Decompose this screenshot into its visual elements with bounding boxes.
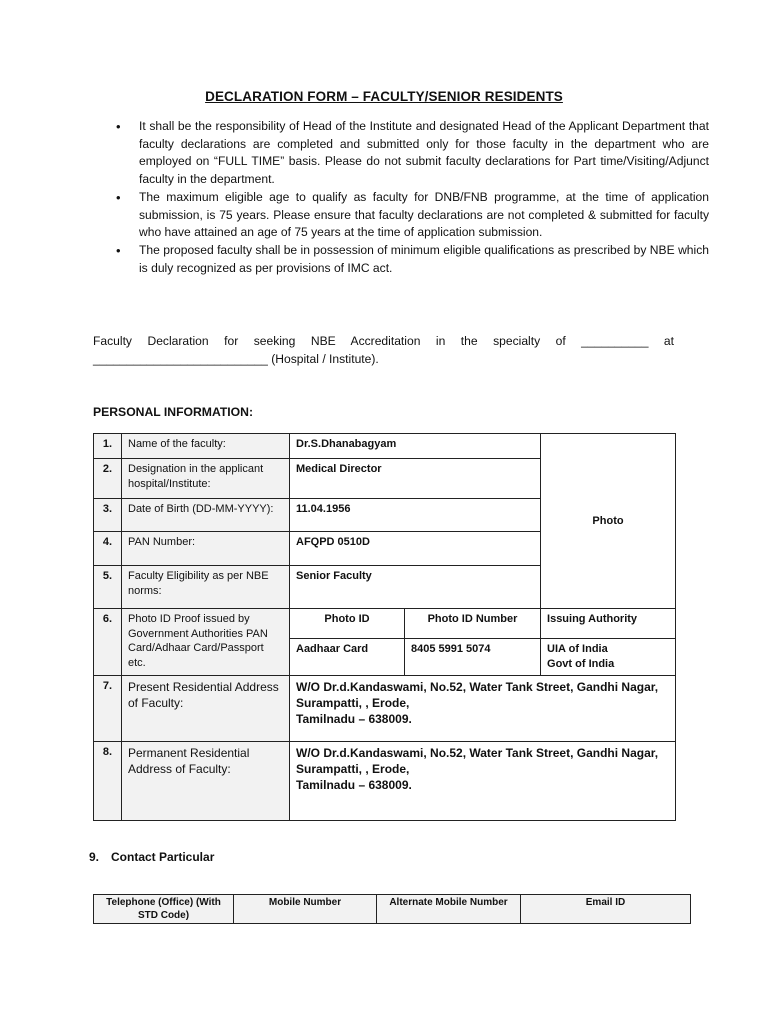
field-value-designation: Medical Director <box>290 459 541 499</box>
row-number: 3. <box>94 499 122 532</box>
photo-id-header: Photo ID <box>290 609 405 639</box>
row-number: 4. <box>94 532 122 566</box>
table-row <box>94 609 676 639</box>
photo-placeholder: Photo <box>541 434 676 609</box>
field-label-faculty-eligibility: Faculty Eligibility as per NBE norms: <box>122 566 290 609</box>
page-title: DECLARATION FORM – FACULTY/SENIOR RESIDENTS <box>205 89 563 104</box>
personal-information-heading: PERSONAL INFORMATION: <box>93 405 254 419</box>
table-row <box>94 676 676 742</box>
instruction-list <box>108 118 709 277</box>
photo-id-number-header: Photo ID Number <box>405 609 541 639</box>
contact-heading-text: Contact Particular <box>111 850 215 864</box>
photo-id-value: Aadhaar Card <box>290 639 405 676</box>
contact-particular-table <box>93 894 691 924</box>
row-number: 7. <box>94 676 122 742</box>
photo-id-number-value: 8405 5991 5074 <box>405 639 541 676</box>
field-label-date-of-birth: Date of Birth (DD-MM-YYYY): <box>122 499 290 532</box>
telephone-office-header: Telephone (Office) (With STD Code) <box>94 895 234 924</box>
row-number: 2. <box>94 459 122 499</box>
field-value-faculty-eligibility: Senior Faculty <box>290 566 541 609</box>
field-value-permanent-address: W/O Dr.d.Kandaswami, No.52, Water Tank Street, Gandhi Nagar, Surampatti, , Erode, Tamilnadu – 638009. <box>290 742 676 821</box>
field-label-photo-id-proof: Photo ID Proof issued by Government Authorities PAN Card/Adhaar Card/Passport etc. <box>122 609 290 676</box>
instruction-item: • It shall be the responsibility of Head of the Institute and designated Head of the Applicant Department that faculty declarations are completed and submitted only for those faculty in the department who are employed on “FULL TIME” basis. Please do not submit faculty declarations for Part time/Visiting/Adjunct faculty in the department. <box>139 118 709 189</box>
issuing-authority-value: UIA of India Govt of India <box>541 639 676 676</box>
section-number: 9. <box>89 850 100 864</box>
declaration-statement: Faculty Declaration for seeking NBE Accreditation in the specialty of __________ at __________________________ (Hospital / Institute). <box>93 334 674 366</box>
row-number: 5. <box>94 566 122 609</box>
row-number: 6. <box>94 609 122 676</box>
contact-particular-heading <box>89 850 214 864</box>
field-label-designation: Designation in the applicant hospital/Institute: <box>122 459 290 499</box>
instruction-item: • The proposed faculty shall be in possession of minimum eligible qualifications as prescribed by NBE which is duly recognized as per provisions of IMC act. <box>139 242 709 277</box>
field-label-present-address: Present Residential Address of Faculty: <box>122 676 290 742</box>
row-number: 1. <box>94 434 122 459</box>
table-row <box>94 895 691 924</box>
row-number: 8. <box>94 742 122 821</box>
table-row <box>94 742 676 821</box>
field-value-name: Dr.S.Dhanabagyam <box>290 434 541 459</box>
email-id-header: Email ID <box>521 895 691 924</box>
field-value-present-address: W/O Dr.d.Kandaswami, No.52, Water Tank Street, Gandhi Nagar, Surampatti, , Erode, Tamilnadu – 638009. <box>290 676 676 742</box>
field-label-pan-number: PAN Number: <box>122 532 290 566</box>
instruction-item: • The maximum eligible age to qualify as faculty for DNB/FNB programme, at the time of application submission, is 75 years. Please ensure that faculty declarations are not completed & submitted for faculty who have attained an age of 75 years at the time of application submission. <box>139 189 709 242</box>
personal-information-table <box>93 433 676 821</box>
field-value-date-of-birth: 11.04.1956 <box>290 499 541 532</box>
field-label-name: Name of the faculty: <box>122 434 290 459</box>
field-label-permanent-address: Permanent Residential Address of Faculty: <box>122 742 290 821</box>
table-row <box>94 434 676 459</box>
alternate-mobile-header: Alternate Mobile Number <box>377 895 521 924</box>
field-value-pan-number: AFQPD 0510D <box>290 532 541 566</box>
issuing-authority-header: Issuing Authority <box>541 609 676 639</box>
mobile-number-header: Mobile Number <box>234 895 377 924</box>
